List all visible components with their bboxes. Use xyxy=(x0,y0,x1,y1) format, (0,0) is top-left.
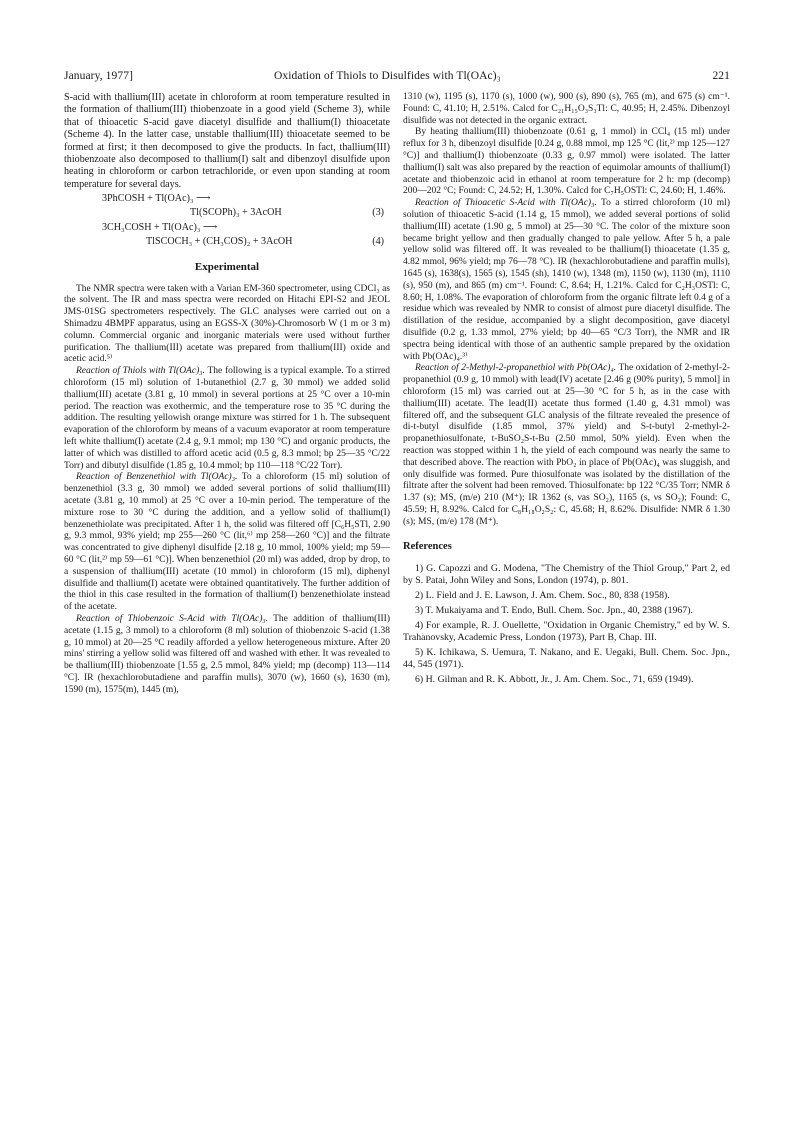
intro-paragraph: S-acid with thallium(III) acetate in chloroform at room temperature resulted in the formation of thallium(III) thiobenzoate in a good yield (Scheme 3), while that of thioacetic S-acid gave diacetyl disulfide and thallium(I) thioacetate (Scheme 4). In the latter case, unstable thallium(III) thioacetate seemed to be formed at first; it then decomposed to give the products. In fact, thallium(III) thiobenzoate also decomposed to thallium(I) salt and dibenzoyl disulfide upon heating in chloroform or carbon tetrachloride, or even upon standing at room temperature for several days. xyxy=(64,92,390,190)
eq3-products: Tl(SCOPh)₃ + 3AcOH xyxy=(190,207,282,219)
scheme-4-equation xyxy=(64,221,390,249)
eq4-products: TlSCOCH₃ + (CH₃COS)₂ + 3AcOH xyxy=(146,236,293,248)
exp-thiols-paragraph xyxy=(64,366,390,472)
reference-item: 3) T. Mukaiyama and T. Endo, Bull. Chem. Soc. Jpn., 40, 2388 (1967). xyxy=(415,605,693,617)
propanethiol-paragraph xyxy=(403,363,730,528)
reference-item: 6) H. Gilman and R. K. Abbott, Jr., J. Am. Chem. Soc., 71, 659 (1949). xyxy=(415,674,694,686)
left-column xyxy=(64,92,390,697)
thioacetic-paragraph xyxy=(403,198,730,363)
exp-thiobenzoic-paragraph xyxy=(64,614,390,697)
eq4-reactants: 3CH₃COSH + Tl(OAc)₃ ⟶ xyxy=(102,222,218,234)
propanethiol-heading: Reaction of 2-Methyl-2-propanethiol with Pb(OAc)₄. xyxy=(415,363,617,374)
header-title: Oxidation of Thiols to Disulfides with Tl(OAc)₃ xyxy=(274,70,501,82)
references-heading: References xyxy=(403,541,452,553)
exp-benzenethiol-text: To a chloroform (15 ml) solution of benzenethiol (3.3 g, 30 mmol) we added several portions of solid thallium(III) acetate (3.81 g, 10 mmol) at 25 °C over a 10-min period. The temperature of the mixture rose to 30 °C during the addition, and a yellow solid of thallium(I) benzenethiolate was precipitated. After 1 h, the solid was filtered off [C₆H₅STl, 2.90 g, 9.3 mmol, 93% yield; mp 255—260 °C (lit,⁶⁾ mp 258—260 °C)] and the filtrate was concentrated to give diphenyl disulfide [2.18 g, 10 mmol, 100% yield; mp 59—60 °C (lit,²⁾ mp 59—61 °C)]. When benzenethiol (20 ml) was added, drop by drop, to a suspension of thallium(III) acetate (10 mmol) in chloroform (15 ml), diphenyl disulfide and thallium(I) acetate were obtained quantitatively. The further addition of the thiol in this case resulted in the formation of thallium(I) benzenethiolate instead of the acetate. xyxy=(64,472,390,613)
thioacetic-heading: Reaction of Thioacetic S-Acid with Tl(OAc)₃. xyxy=(415,198,597,209)
reference-item: 1) G. Capozzi and G. Modena, "The Chemistry of the Thiol Group," Part 2, ed by S. Patai, John Wiley and Sons, London (1974), p. 801. xyxy=(403,563,730,587)
eq3-number: (3) xyxy=(372,207,384,219)
eq4-number: (4) xyxy=(372,236,384,248)
propanethiol-text: The oxidation of 2-methyl-2-propanethiol (0.9 g, 10 mmol) with lead(IV) acetate [2.46 g (90% purity), 5 mmol] in chloroform (15 ml) was carried out at 25—30 °C for 5 h, as in the case with thallium(III) acetate. The lead(II) acetate thus formed (1.40 g, 4.31 mmol) was filtered off, and the subsequent GLC analysis of the filtrate revealed the presence of di-t-butyl disulfide (1.85 mmol, 37% yield) and S-t-butyl 2-methyl-2-propanethiosulfonate, t-BuSO₂S-t-Bu (2.50 mmol, 50% yield). Even when the reaction was stopped within 1 h, the yield of each compound was nearly the same to that described above. The reaction with PbO₂ in place of Pb(OAc)₄ was sluggish, and only disulfide was formed. Pure thiosulfonate was isolated by the distillation of the filtrate after the solvent had been removed. Thiosulfonate: bp 122 °C/35 Torr; NMR δ 1.37 (s); MS, (m/e) 210 (M⁺); IR 1362 (s, νas SO₂), 1165 (s, νs SO₂); Found: C, 45.59; H, 8.92%. Calcd for C₈H₁₈O₂S₂: C, 45.68; H, 8.62%. Disulfide: NMR δ 1.30 (s); MS, (m/e) 178 (M⁺). xyxy=(403,363,730,527)
reference-item: 2) L. Field and J. E. Lawson, J. Am. Chem. Soc., 80, 838 (1958). xyxy=(415,590,670,602)
right-column xyxy=(403,92,730,689)
exp-benzenethiol-heading: Reaction of Benzenethiol with Tl(OAc)₃. xyxy=(76,472,238,483)
ir-continuation-paragraph: 1310 (w), 1195 (s), 1170 (s), 1000 (w), 900 (s), 890 (s), 765 (m), and 675 (s) cm⁻¹. Found: C, 41.10; H, 2.51%. Calcd for C₂₁H₁₅O₃S₃Tl: C, 40.95; H, 2.45%. Dibenzoyl disulfide was not detected in the organic extract. xyxy=(403,92,730,126)
reference-item: 5) K. Ichikawa, S. Uemura, T. Nakano, and E. Uegaki, Bull. Chem. Soc. Jpn., 44, 545 (1971). xyxy=(403,647,730,671)
eq3-reactants: 3PhCOSH + Tl(OAc)₃ ⟶ xyxy=(102,193,211,205)
heating-paragraph: By heating thallium(III) thiobenzoate (0.61 g, 1 mmol) in CCl₄ (15 ml) under reflux for 3 h, dibenzoyl disulfide [0.24 g, 0.88 mmol, mp 125 °C (lit,²⁾ mp 125—127 °C)] and thallium(I) thiobenzoate (0.33 g, 0.97 mmol) were isolated. The latter thallium(I) salt was also prepared by the reaction of equimolar amounts of thallium(I) acetate and thiobenzoic acid in ethanol at room temperature for 2 h: mp (decomp) 200—202 °C; Found: C, 24.52; H, 1.30%. Calcd for C₇H₅OSTl: C, 24.60; H, 1.46%. xyxy=(403,127,730,197)
exp-benzenethiol-paragraph xyxy=(64,472,390,614)
thioacetic-text: To a stirred chloroform (10 ml) solution of thioacetic S-acid (1.14 g, 15 mmol), we added several portions of solid thallium(III) acetate (1.90 g, 5 mmol) at 25—30 °C. The color of the mixture soon became bright yellow and then gradually changed to pale yellow. After 5 h, a pale yellow solid was filtered off. It was revealed to be thallium(I) thioacetate (1.35 g, 4.82 mmol, 96% yield; mp 76—78 °C). IR (hexachlorobutadiene and paraffin mulls), 1645 (s), 1638(s), 1565 (s), 1545 (sh), 1410 (w), 1348 (m), 1150 (w), 1130 (m), 1110 (s), 950 (m), and 865 (m) cm⁻¹. Found: C, 8.64; H, 1.21%. Calcd for C₂H₃OSTl: C, 8.60; H, 1.08%. The evaporation of chloroform from the organic filtrate left 0.4 g of a residue which was revealed by NMR to consist of almost pure diacetyl disulfide. The distillation of the residue, accompanied by a slight decomposition, gave diacetyl disulfide (0.2 g, 1.33 mmol, 27% yield; bp 40—65 °C/3 Torr), the NMR and IR spectra being identical with those of an authentic sample prepared by the oxidation with Pb(OAc)₄.³⁾ xyxy=(403,198,730,362)
exp-thiols-heading: Reaction of Thiols with Tl(OAc)₃. xyxy=(76,366,205,377)
exp-thiobenzoic-text: The addition of thallium(III) acetate (1.15 g, 3 mmol) to a chloroform (8 ml) solution of thiobenzoic S-acid (1.38 g, 10 mmol) at 20—25 °C readily afforded a yellow heterogeneous mixture. After 20 mins' stirring a yellow solid was filtered off and washed with ether. It was revealed to be thallium(III) thiobenzoate [1.55 g, 2.5 mmol, 84% yield; mp (decomp) 113—114 °C]. IR (hexachlorobutadiene and paraffin mulls), 3070 (w), 1660 (s), 1630 (m), 1590 (m), 1575(m), 1445 (m), xyxy=(64,613,390,695)
page-number: 221 xyxy=(712,70,730,82)
header-date: January, 1977] xyxy=(64,70,133,82)
experimental-heading: Experimental xyxy=(194,261,260,274)
exp-thiols-text: The following is a typical example. To a stirred chloroform (15 ml) solution of 1-butanethiol (2.7 g, 30 mmol) we added solid thallium(III) acetate (3.81 g, 10 mmol) in several portions at 25 °C over a 10-min period. The reaction was exothermic, and the temperature rose to 35 °C during the addition. The resulting yellowish orange mixture was stirred for 1 h. The subsequent evaporation of the chloroform by means of a vacuum evaporator at room temperature left white thallium(I) acetate (2.4 g, 9.1 mmol; mp 130 °C) and organic products, the latter of which was distilled to afford acetic acid (0.5 g, 8.3 mmol; bp 25—35 °C/22 Torr) and dibutyl disulfide (1.85 g, 10.4 mmol; bp 110—118 °C/22 Torr). xyxy=(64,366,390,471)
references-list xyxy=(403,563,730,686)
experimental-section xyxy=(64,284,390,697)
reference-item: 4) For example, R. J. Ouellette, "Oxidation in Organic Chemistry," ed by W. S. Trahanovsky, Academic Press, London (1973), Part B, Chap. III. xyxy=(403,620,730,644)
exp-thiobenzoic-heading: Reaction of Thiobenzoic S-Acid with Tl(OAc)₃. xyxy=(76,613,269,624)
running-header xyxy=(64,70,730,86)
scheme-3-equation xyxy=(64,192,390,220)
exp-general-paragraph: The NMR spectra were taken with a Varian EM-360 spectrometer, using CDCl₃ as the solvent. The IR and mass spectra were recorded on Hitachi EPI-S2 and JEOL JMS-01SG spectrometers respectively. The GLC analyses were carried out on a Shimadzu 4BMPF apparatus, using an EGSS-X (30%)-Chromosorb W (1 m or 3 m) column. Commercial organic and inorganic materials were used without further purification. The thallium(III) acetate was prepared from thallium(III) oxide and acetic acid.⁵⁾ xyxy=(64,283,390,365)
